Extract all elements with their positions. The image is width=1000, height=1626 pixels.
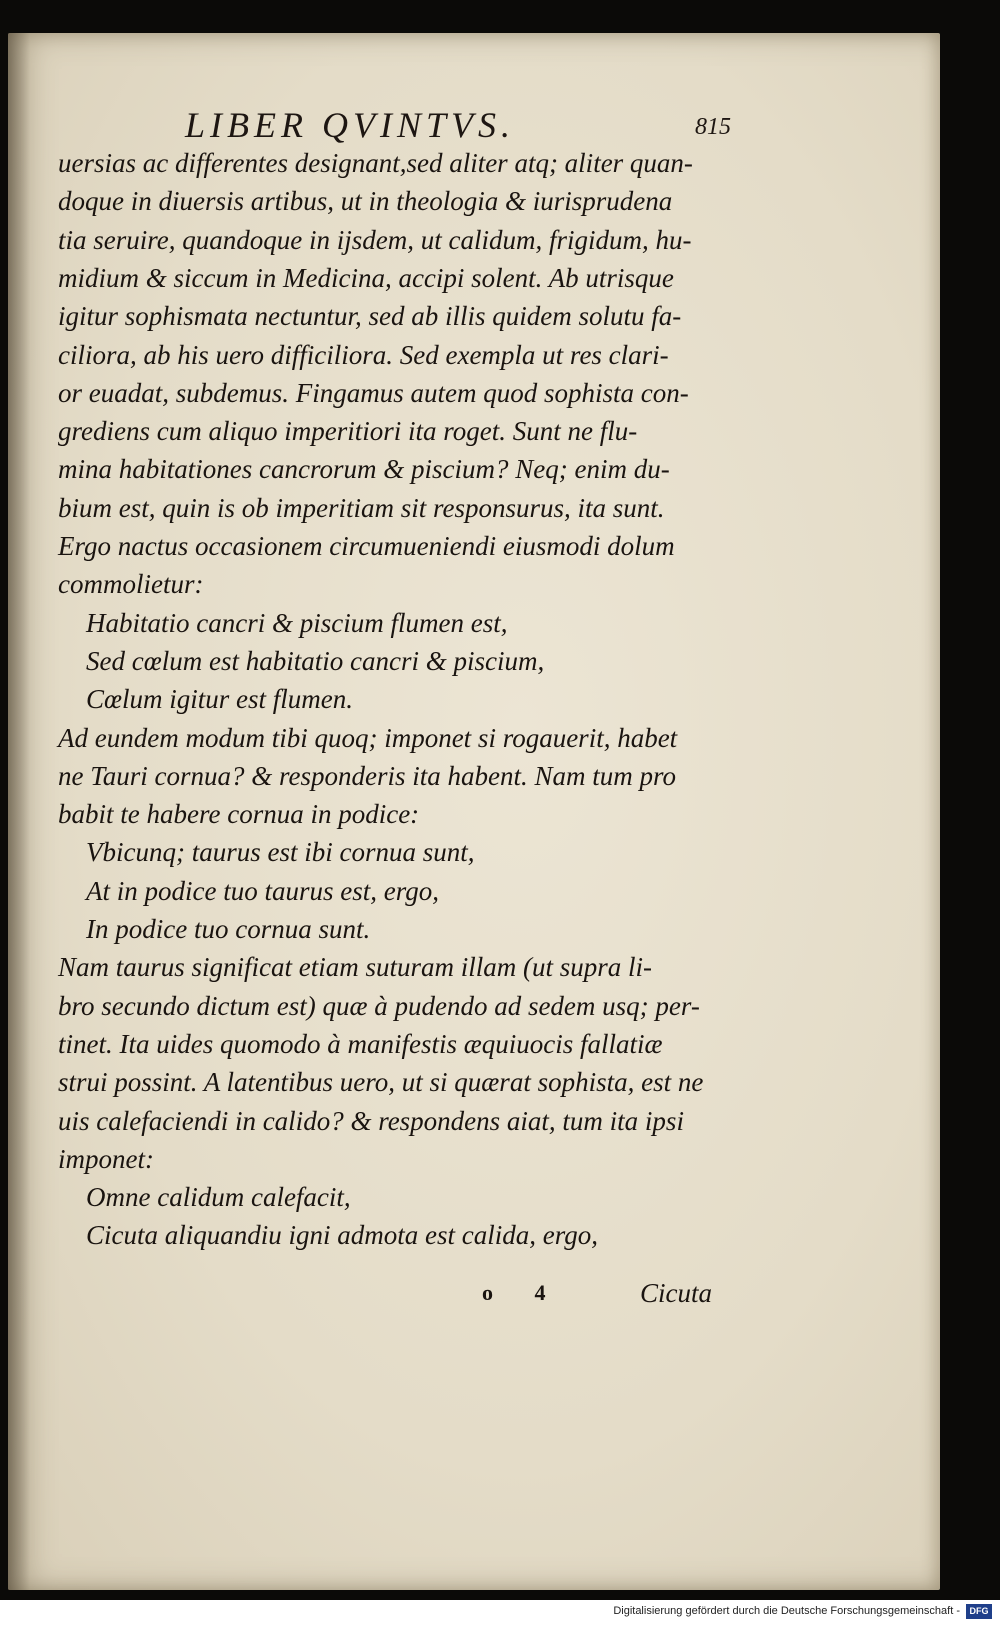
text-line: uersias ac differentes designant,sed aliter atq; aliter quan-	[58, 148, 693, 178]
text-line: grediens cum aliquo imperitiori ita roget. Sunt ne flu-	[58, 416, 638, 447]
signature-mark: o 4	[482, 1280, 564, 1305]
text-line: bium est, quin is ob imperitiam sit responsurus, ita sunt.	[58, 492, 665, 523]
text-line: igitur sophismata nectuntur, sed ab illis quidem solutu fa-	[58, 301, 682, 332]
page-number: 815	[695, 114, 731, 140]
text-line: At in podice tuo taurus est, ergo,	[86, 875, 439, 906]
text-line: or euadat, subdemus. Fingamus autem quod sophista con-	[58, 377, 689, 408]
running-head: LIBER QVINTVS.	[185, 105, 515, 145]
text-line: imponet:	[58, 1143, 154, 1174]
text-line: Omne calidum calefacit,	[86, 1182, 351, 1213]
text-line: In podice tuo cornua sunt.	[86, 914, 371, 944]
text-line: tia seruire, quandoque in ijsdem, ut calidum, frigidum, hu-	[58, 224, 692, 255]
text-line: ciliora, ab his uero difficiliora. Sed exempla ut res clari-	[58, 339, 669, 370]
text-line: Nam taurus significat etiam suturam illam (ut supra li-	[58, 952, 653, 983]
text-line: mina habitationes cancrorum & piscium? Neq; enim du-	[58, 454, 670, 485]
page-gutter-shadow	[8, 33, 30, 1590]
text-line: commolietur:	[58, 569, 204, 600]
text-line: uis calefaciendi in calido? & respondens aiat, tum ita ipsi	[58, 1105, 684, 1136]
text-line: bro secundo dictum est) quæ à pudendo ad sedem usq; per-	[58, 990, 700, 1021]
text-line: strui possint. A latentibus uero, ut si quærat sophista, est ne	[58, 1067, 704, 1098]
text-line: Ad eundem modum tibi quoq; imponet si rogauerit, habet	[58, 722, 678, 753]
text-line: ne Tauri cornua? & responderis ita habent. Nam tum pro	[58, 760, 677, 791]
text-line: Cicuta aliquandiu igni admota est calida, ergo,	[86, 1220, 598, 1251]
text-line: Vbicunq; taurus est ibi cornua sunt,	[86, 837, 475, 868]
text-line: tinet. Ita uides quomodo à manifestis æquiuocis fallatiæ	[58, 1028, 663, 1059]
text-line: Ergo nactus occasionem circumueniendi eiusmodi dolum	[58, 531, 675, 561]
funding-credit: Digitalisierung gefördert durch die Deutsche Forschungsgemeinschaft -	[613, 1605, 960, 1617]
text-line: doque in diuersis artibus, ut in theologia & iurisprudena	[58, 186, 673, 217]
catchword: Cicuta	[640, 1278, 712, 1308]
dfg-logo: DFG	[966, 1604, 992, 1619]
text-line: Cœlum igitur est flumen.	[86, 684, 354, 715]
text-line: Sed cœlum est habitatio cancri & piscium,	[86, 645, 545, 676]
text-line: midium & siccum in Medicina, accipi solent. Ab utrisque	[58, 262, 674, 293]
text-line: babit te habere cornua in podice:	[58, 799, 420, 830]
text-line: Habitatio cancri & piscium flumen est,	[86, 607, 508, 638]
